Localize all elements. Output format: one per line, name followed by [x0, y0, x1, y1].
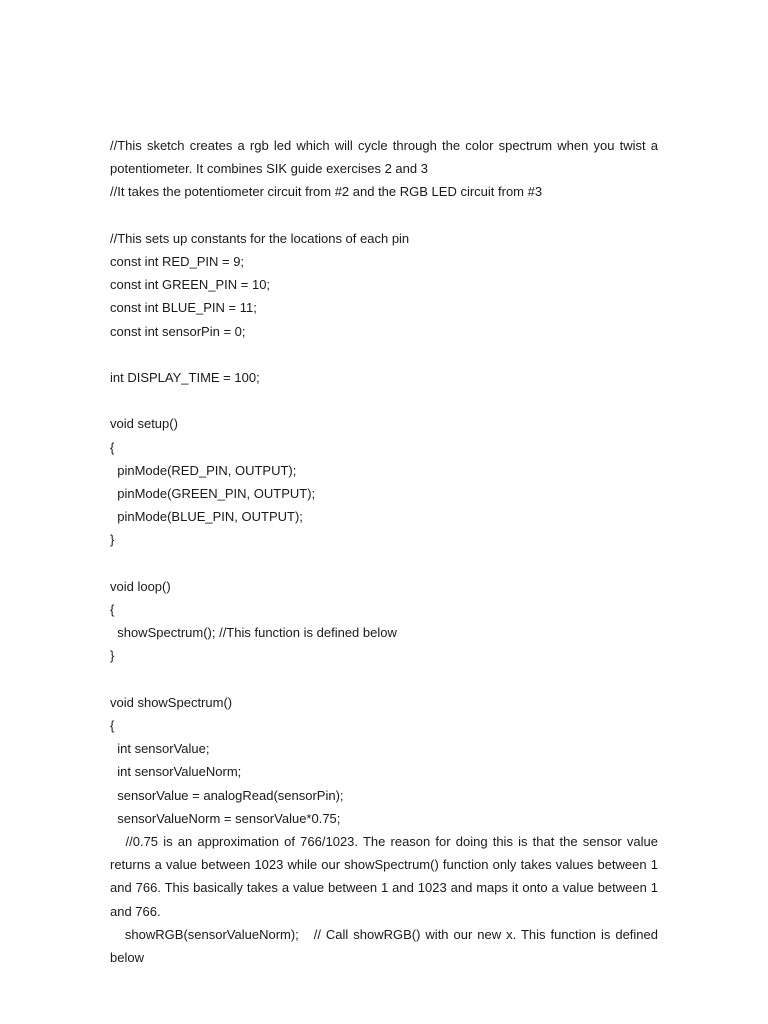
intro-comment: //This sketch creates a rgb led which will cycle through the color spectrum when you twist a potentiometer. It combines SIK guide exercises 2 and 3 [110, 138, 658, 177]
blank-line [110, 389, 658, 412]
setup-line: pinMode(BLUE_PIN, OUTPUT); [110, 509, 303, 525]
code-line-green-pin: const int GREEN_PIN = 10; [110, 277, 271, 293]
show-spectrum-line: int sensorValue; [110, 741, 210, 757]
approximation-comment: //0.75 is an approximation of 766/1023. The reason for doing this is that the sensor value returns a value between 1023 while our showSpectrum() function only takes values between 1 and 766. This basically takes a value between 1 and 1023 and maps it onto a value between 1 and 766. [110, 834, 662, 919]
code-listing [110, 134, 662, 969]
blank-line [110, 552, 658, 575]
code-line-blue-pin: const int BLUE_PIN = 11; [110, 300, 257, 316]
loop-line: showSpectrum(); //This function is defined below [110, 625, 397, 641]
setup-close-brace: } [110, 532, 115, 548]
setup-line: pinMode(GREEN_PIN, OUTPUT); [110, 486, 316, 501]
show-spectrum-signature: void showSpectrum() [110, 694, 233, 710]
loop-signature: void loop() [110, 578, 171, 594]
blank-line [110, 343, 658, 366]
loop-close-brace: } [110, 648, 115, 664]
intro-comment-2: //It takes the potentiometer circuit from #2 and the RGB LED circuit from #3 [110, 184, 543, 200]
constants-comment: //This sets up constants for the locations of each pin [110, 230, 410, 246]
show-spectrum-open-brace: { [110, 718, 115, 733]
show-spectrum-line: sensorValue = analogRead(sensorPin); [110, 787, 344, 803]
code-line-display-time: int DISPLAY_TIME = 100; [110, 370, 260, 385]
setup-open-brace: { [110, 439, 115, 455]
setup-signature: void setup() [110, 416, 178, 432]
show-rgb-call: showRGB(sensorValueNorm); // Call showRGB() with our new x. This function is defined below [110, 926, 662, 966]
code-line-sensor-pin: const int sensorPin = 0; [110, 323, 246, 339]
setup-line: pinMode(RED_PIN, OUTPUT); [110, 462, 297, 478]
code-line-red-pin: const int RED_PIN = 9; [110, 254, 245, 269]
blank-line [110, 204, 658, 227]
loop-open-brace: { [110, 602, 115, 617]
blank-line [110, 668, 658, 691]
show-spectrum-line: int sensorValueNorm; [110, 764, 242, 780]
show-spectrum-line: sensorValueNorm = sensorValue*0.75; [110, 810, 341, 826]
